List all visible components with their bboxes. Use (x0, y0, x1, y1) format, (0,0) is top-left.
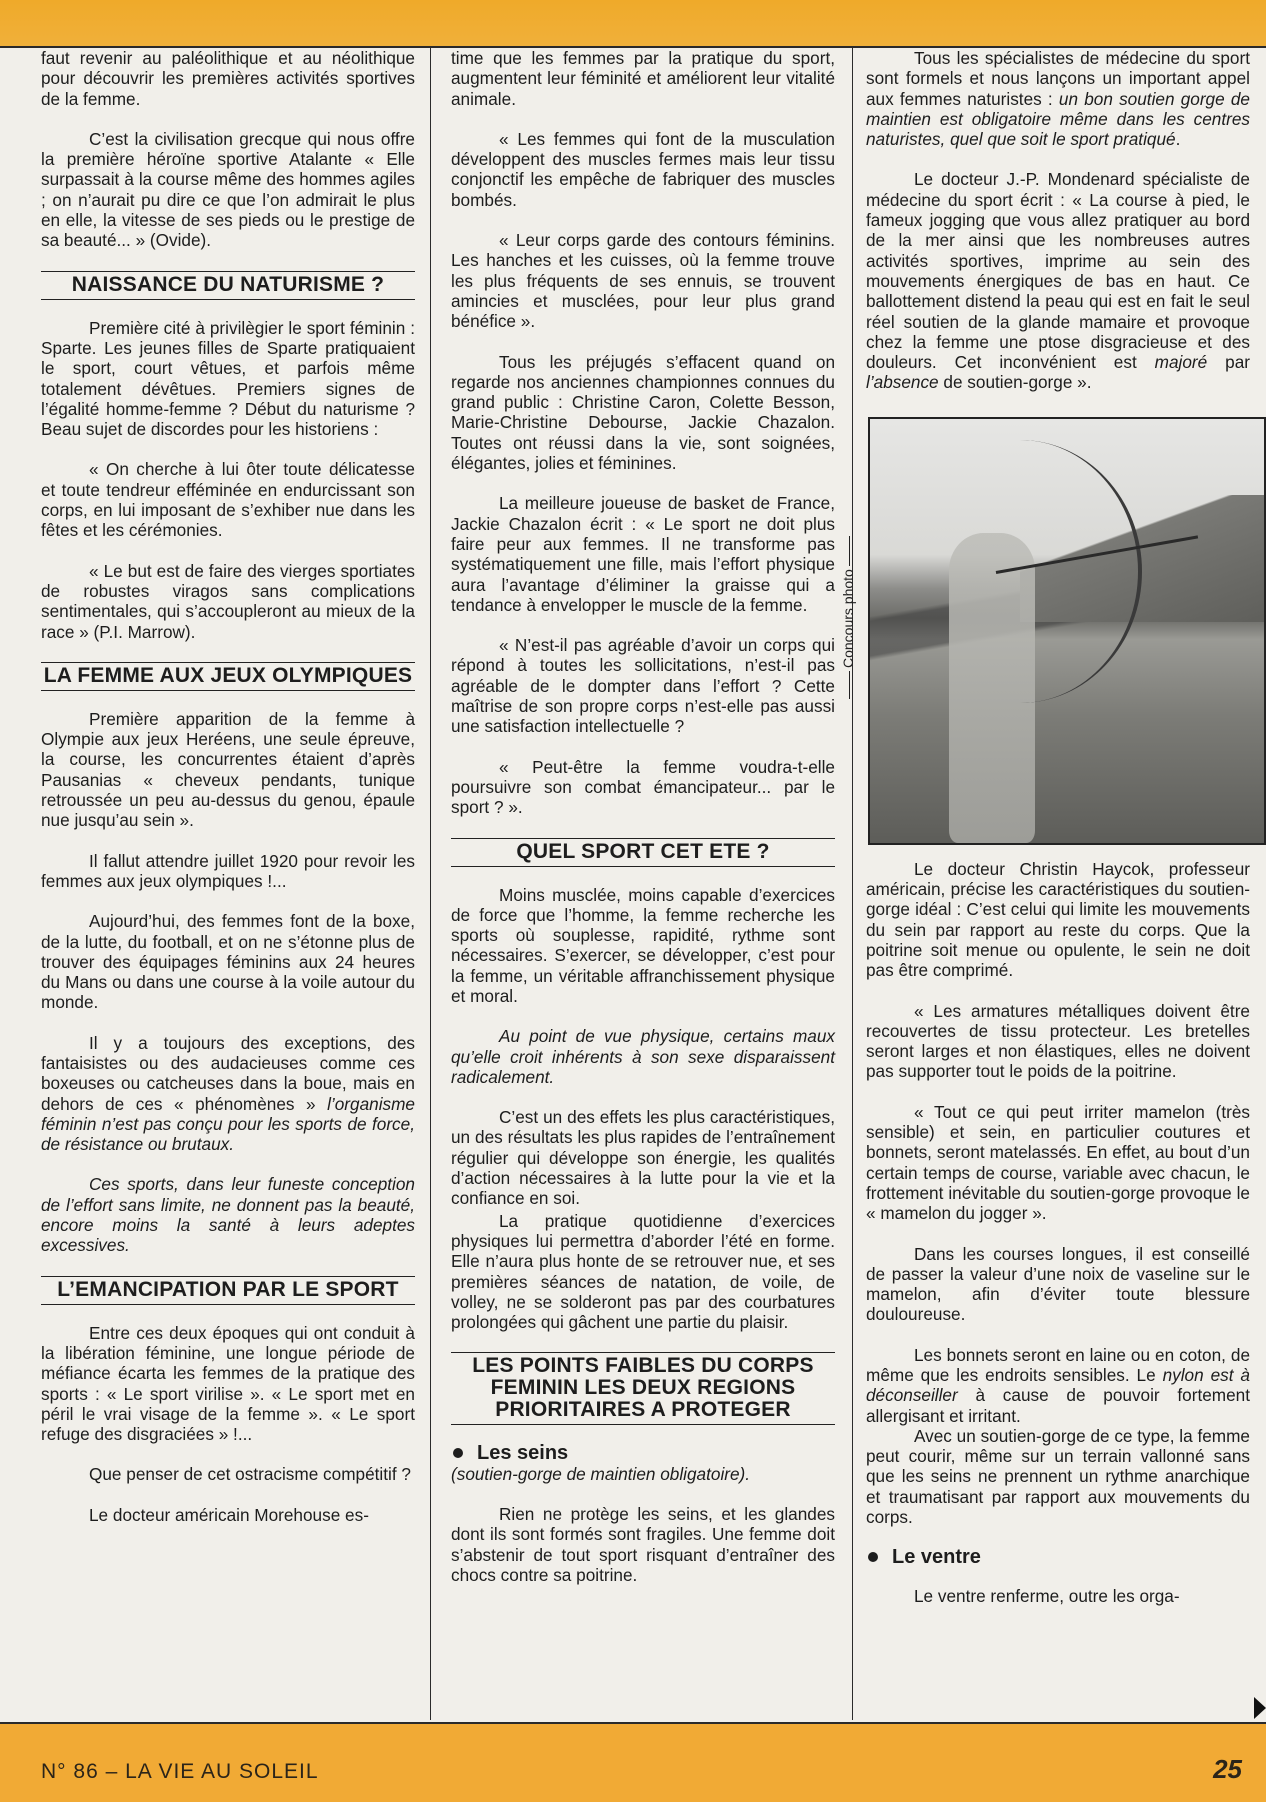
subheading-ventre (866, 1547, 1250, 1567)
paragraph-italic: Ces sports, dans leur funeste conception de l’effort sans limite, ne donnent pas la beauté, encore moins la santé à leurs adeptes excessives. (41, 1174, 415, 1256)
paragraph: La meilleure joueuse de basket de France, Jackie Chazalon écrit : « Le sport ne doit plus faire peur aux femmes. Il ne transforme pas systématiquement une fille, mais l’effort physique aura l’avantage d’éliminer la graisse qui a tendance à envelopper le muscle de la femme. (451, 493, 835, 615)
paragraph: « Peut-être la femme voudra-t-elle poursuivre son combat émancipateur... par le sport ? ». (451, 756, 835, 818)
paragraph: Entre ces deux époques qui ont conduit à la libération féminine, une longue période de méfiance écarta les femmes de la pratique des sports : « Le sport virilise ». « Le sport met en péril le vrai visage de la femme ». « Le sport refuge des disgraciées » !... (41, 1322, 415, 1445)
page-number: 25 (1213, 1754, 1242, 1784)
subheading-text: Le ventre (892, 1546, 981, 1569)
paragraph (866, 169, 1250, 392)
paragraph (866, 1345, 1250, 1426)
paragraph-text: à cause de pouvoir fortement allergisant et irritant. (866, 1385, 1250, 1426)
paragraph-text: Tous les spécialistes de médecine du sport sont formels et nous lançons un important appel aux femmes naturistes : (866, 48, 1250, 109)
paragraph: Le docteur Christin Haycok, professeur américain, précise les caractéristiques du soutien-gorge idéal : C’est celui qui limite les mouvements du sein par rapport au reste du corps. Que la poitrine soit menue ou opulente, le sein ne doit pas être comprimé. (866, 858, 1250, 981)
section-heading-quel-sport: QUEL SPORT CET ETE ? (451, 838, 835, 867)
paragraph: Avec un soutien-gorge de ce type, la femme peut courir, même sur un terrain vallonné sans que les seins ne prennent un rythme anarchique et traumatisant par rapport aux mouvements du corps. (866, 1425, 1250, 1528)
italic-emphasis: l’absence (866, 372, 939, 393)
italic-emphasis: majoré (1154, 352, 1208, 373)
paragraph: « N’est-il pas agréable d’avoir un corps qui répond à toutes les sollicitations, n’est-il pas agréable de le dompter dans l’effort ? Cette maîtrise de son propre corps n’est-elle pas aussi une satisfaction intellectuelle ? (451, 635, 835, 737)
paragraph: « Leur corps garde des contours féminins. Les hanches et les cuisses, où la femme trouve les plus fréquents de ses ennuis, se trouvent amincies et musclées, pour leur plus grand bénéfice ». (451, 230, 835, 332)
top-color-band (0, 0, 1266, 48)
section-heading-emancipation: L’EMANCIPATION PAR LE SPORT (41, 1276, 415, 1305)
paragraph-text: Il y a toujours des exceptions, des fantaisistes ou des audacieuses comme ces boxeuses ou catcheuses dans la boue, mais en dehors de ces « phénomènes » (41, 1032, 415, 1114)
section-heading-naissance: NAISSANCE DU NATURISME ? (41, 271, 415, 300)
paragraph: « Tout ce qui peut irriter mamelon (très sensible) et sein, en particulier coutures et bonnets, seront matelassés. En effet, au bout d’un certain temps de course, variable avec chacun, le frottement inévitable du soutien-gorge provoque le « mamelon du jogger ». (866, 1101, 1250, 1224)
section-heading-points-faibles: LES POINTS FAIBLES DU CORPS FEMININ LES DEUX REGIONS PRIORITAIRES A PROTEGER (451, 1352, 835, 1425)
italic-emphasis: nylon est à déconseiller (866, 1364, 1250, 1406)
paragraph-italic: Au point de vue physique, certains maux qu’elle croit inhérents à son sexe disparaissent radicalement. (451, 1026, 835, 1087)
column-rule-2 (852, 48, 853, 1720)
paragraph: Le docteur américain Morehouse es- (89, 1504, 369, 1525)
paragraph: Il fallut attendre juillet 1920 pour revoir les femmes aux jeux olympiques !... (41, 850, 415, 891)
paragraph: Aujourd’hui, des femmes font de la boxe, de la lutte, du football, et on ne s’étonne plus de trouver des équipages féminins aux 24 heures du Mans ou dans une course à la voile autour du monde. (41, 911, 415, 1013)
column-rule-1 (430, 48, 431, 1720)
paragraph: « Les armatures métalliques doivent être recouvertes de tissu protecteur. Les bretelles seront larges et non élastiques, elles ne doivent pas supporter tout le poids de la poitrine. (866, 1000, 1250, 1082)
paragraph-text: de soutien-gorge ». (938, 372, 1092, 393)
paragraph-text: par (1207, 352, 1250, 373)
footer-issue: N° 86 – LA VIE AU SOLEIL (41, 1760, 319, 1783)
column-1 (41, 48, 415, 1525)
paragraph (866, 48, 1250, 149)
bullet-icon (868, 1552, 878, 1562)
paragraph: « Le but est de faire des vierges sportiates de robustes viragos sans complications sentimentales, qui s’accoupleront au mieux de la race » (P.I. Marrow). (41, 560, 415, 642)
paragraph: Que penser de cet ostracisme compétitif ? (89, 1464, 411, 1485)
paragraph-text: Les bonnets seront en laine ou en coton, de même que les endroits sensibles. Le (866, 1344, 1250, 1385)
subheading-note: (soutien-gorge de maintien obligatoire). (451, 1463, 751, 1484)
photo-credit: Concours photo (838, 536, 858, 713)
paragraph: Tous les préjugés s’effacent quand on regarde nos anciennes championnes connues du grand public : Christine Caron, Colette Besson, Marie-Christine Debourse, Jackie Chazalon. Toutes ont réussi dans la vie, sont soignées, élégantes, jolies et féminines. (451, 351, 835, 474)
paragraph: time que les femmes par la pratique du sport, augmentent leur féminité et améliorent leur vitalité animale. (451, 48, 835, 109)
column-3 (840, 48, 1250, 1606)
paragraph-text: . (1175, 129, 1181, 150)
paragraph: Première cité à privilègier le sport féminin : Sparte. Les jeunes filles de Sparte pratiquaient le sport, court vêtues, et parfois même totalement dévêtues. Premiers signes de l’égalité homme-femme ? Début du naturisme ? Beau sujet de discordes pour les historiens : (41, 317, 415, 440)
italic-emphasis: un bon soutien gorge de maintien est obligatoire même dans les centres naturistes, quel que soit le sport pratiqué (866, 88, 1250, 150)
subheading-seins (451, 1443, 835, 1463)
photo-bow (1020, 440, 1142, 703)
photo-figure (840, 413, 1266, 845)
bullet-icon (453, 1448, 463, 1458)
section-heading-jeux-olympiques: LA FEMME AUX JEUX OLYMPIQUES (41, 662, 415, 691)
paragraph: « Les femmes qui font de la musculation développent des muscles fermes mais leur tissu conjonctif les empêche de fabriquer des muscles bombés. (451, 128, 835, 210)
paragraph: C’est un des effets les plus caractéristiques, un des résultats les plus rapides de l’entraînement régulier qui développe son énergie, les qualités d’action nécessaires à la lutte pour la vie et la confiance en soi. (451, 1107, 835, 1209)
continued-arrow-icon (1254, 1697, 1266, 1719)
paragraph: Dans les courses longues, il est conseillé de passer la valeur d’une noix de vaseline sur le mamelon, afin d’éviter toute blessure douloureuse. (866, 1243, 1250, 1325)
column-2 (451, 48, 835, 1585)
paragraph: « On cherche à lui ôter toute délicatesse et toute tendreur efféminée en endurcissant son corps, en lui imposant de s’exhiber nue dans les fêtes et les cérémonies. (41, 459, 415, 541)
paragraph (41, 1033, 415, 1155)
paragraph: C’est la civilisation grecque qui nous offre la première héroïne sportive Atalante « Elle surpassait à la course même des hommes agiles ; on n’aurait pu dire ce que l’on admirait le plus en elle, la vitesse de ses pieds ou le prestige de sa beauté... » (Ovide). (41, 128, 415, 251)
photo (868, 417, 1266, 845)
paragraph: faut revenir au paléolithique et au néolithique pour découvrir les premières activités sportives de la femme. (41, 48, 415, 109)
paragraph: La pratique quotidienne d’exercices physiques lui permettra d’aborder l’été en forme. Elle n’aura plus honte de se retrouver nue, et ses premières séances de natation, de voile, de volley, ne se solderont pas par des courbatures prolongées qui gâchent une partie du plaisir. (451, 1210, 835, 1333)
subheading-text: Les seins (477, 1442, 569, 1465)
paragraph: Première apparition de la femme à Olympie aux jeux Heréens, une seule épreuve, la course, les concurrentes étaient d’après Pausanias « cheveux pendants, tunique retroussée un peu au-dessus du genou, épaule nue jusqu’au sein ». (41, 708, 415, 831)
paragraph: Moins musclée, moins capable d’exercices de force que l’homme, la femme recherche les sports où souplesse, rapidité, rythme sont nécessaires. S’exercer, se développer, c’est pour la femme, un véritable affranchissement physique et moral. (451, 884, 835, 1006)
paragraph: Rien ne protège les seins, et les glandes dont ils sont formés sont fragiles. Une femme doit s’abstenir de tout sport risquant d’entraîner des chocs contre sa poitrine. (451, 1504, 835, 1585)
paragraph-text: Le docteur J.-P. Mondenard spécialiste de médecine du sport écrit : « La course à pied, le fameux jogging que vous allez pratiquer au bord de la mer ainsi que les nombreuses autres activités sportives, imprime au sein des mouvements énergiques de bas en haut. Ce ballottement distend la peau qui est en fait le seul réel soutien de la glande mamaire et provoque chez la femme une ptose disgracieuse et des douleurs. Cet inconvénient est (866, 169, 1250, 373)
italic-emphasis: l’organisme féminin n’est pas conçu pour les sports de force, de résistance ou brutaux. (41, 1093, 415, 1155)
paragraph: Le ventre renferme, outre les orga- (914, 1585, 1180, 1606)
